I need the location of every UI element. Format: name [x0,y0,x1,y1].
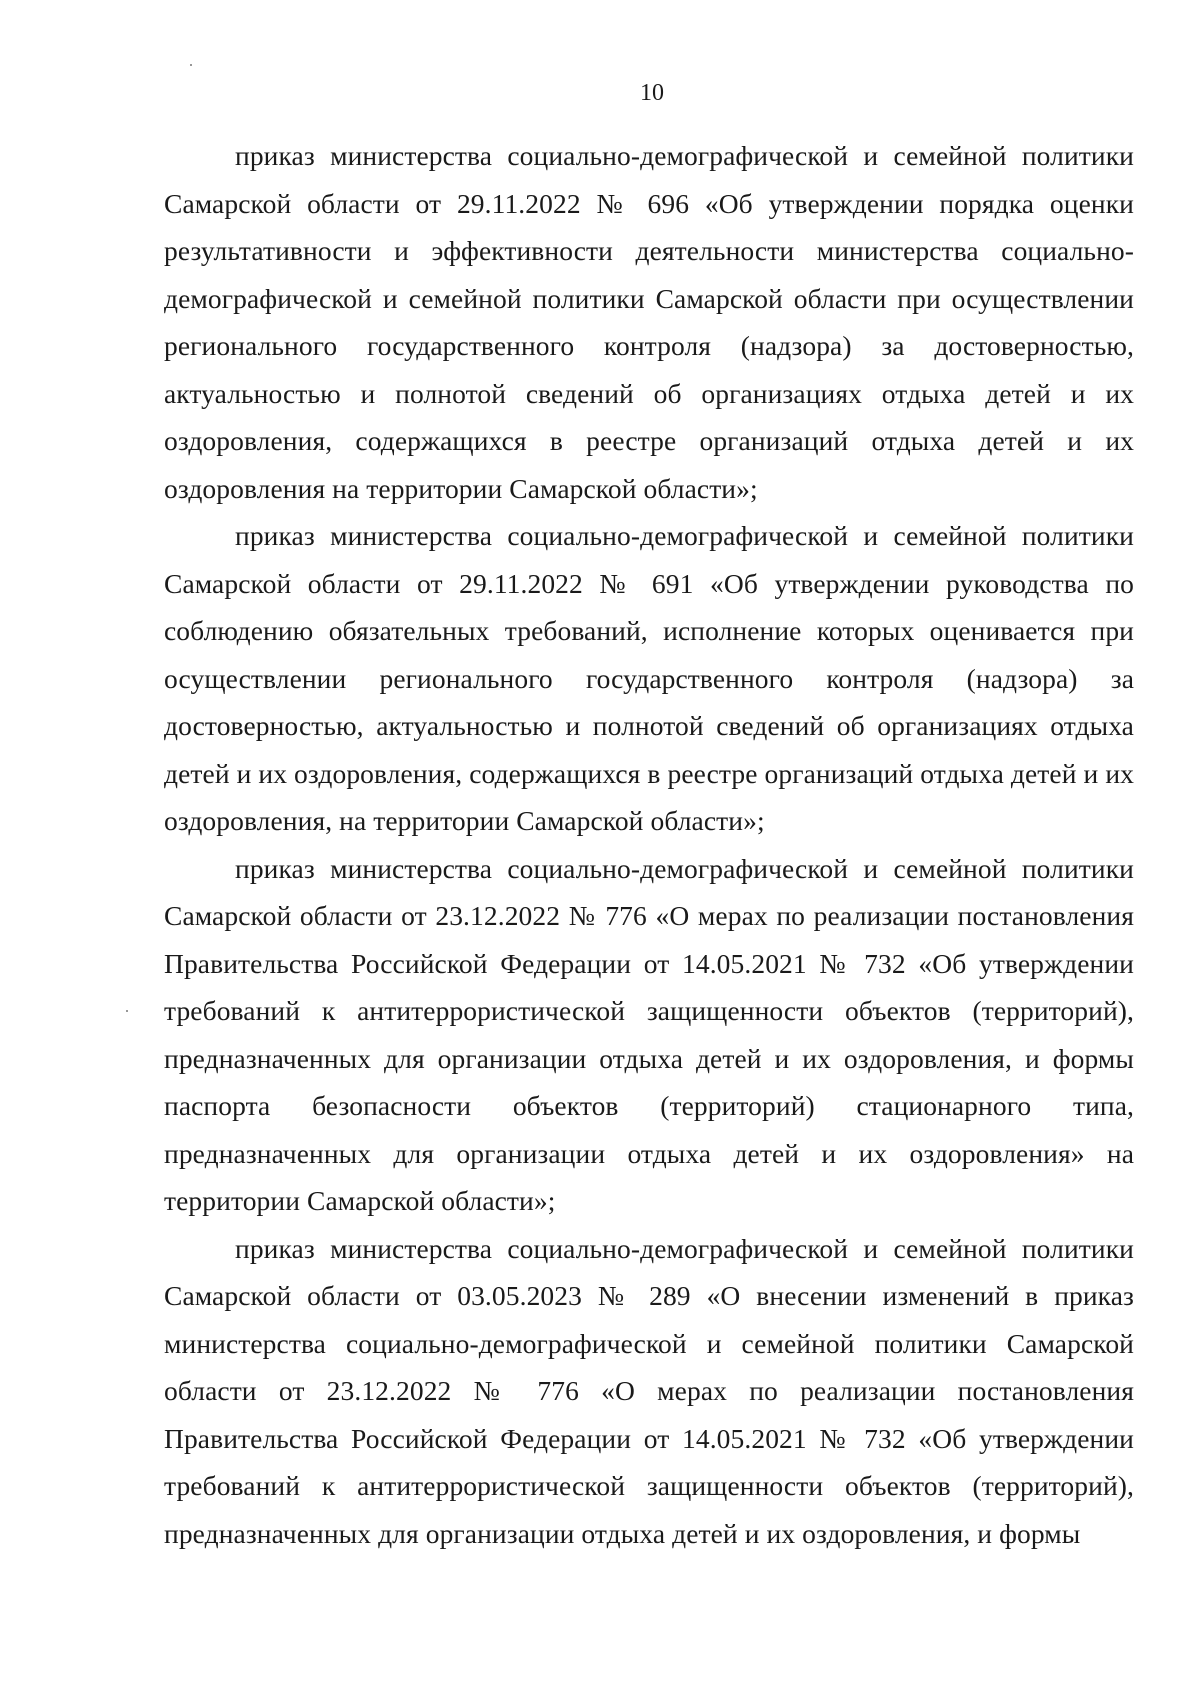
document-body [164,132,1134,1557]
paragraph-order-696: приказ министерства социально-демографической и семейной политики Самарской области от 29.11.2022 № 696 «Об утверждении порядка оценки результативности и эффективности деятельности министерства социально-демографической и семейной политики Самарской области при осуществлении регионального государственного контроля (надзора) за достоверностью, актуальностью и полнотой сведений об организациях отдыха детей и их оздоровления, содержащихся в реестре организаций отдыха детей и их оздоровления на территории Самарской области»; [164,140,1134,504]
scan-artifact [126,1010,128,1012]
paragraph-order-289: приказ министерства социально-демографической и семейной политики Самарской области от 03.05.2023 № 289 «О внесении изменений в приказ министерства социально-демографической и семейной политики Самарской области от 23.12.2022 № 776 «О мерах по реализации постановления Правительства Российской Федерации от 14.05.2021 № 732 «Об утверждении требований к антитеррористической защищенности объектов (территорий), предназначенных для организации отдыха детей и их оздоровления, и формы [164,1232,1134,1549]
paragraph-order-691: приказ министерства социально-демографической и семейной политики Самарской области от 29.11.2022 № 691 «Об утверждении руководства по соблюдению обязательных требований, исполнение которых оценивается при осуществлении регионального государственного контроля (надзора) за достоверностью, актуальностью и полнотой сведений об организациях отдыха детей и их оздоровления, содержащихся в реестре организаций отдыха детей и их оздоровления, на территории Самарской области»; [164,520,1134,836]
page-number: 10 [640,80,664,106]
paragraph-order-776: приказ министерства социально-демографической и семейной политики Самарской области от 23.12.2022 № 776 «О мерах по реализации постановления Правительства Российской Федерации от 14.05.2021 № 732 «Об утверждении требований к антитеррористической защищенности объектов (территорий), предназначенных для организации отдыха детей и их оздоровления, и формы паспорта безопасности объектов (территорий) стационарного типа, предназначенных для организации отдыха детей и их оздоровления» на территории Самарской области»; [164,852,1134,1216]
scan-artifact [190,64,192,66]
